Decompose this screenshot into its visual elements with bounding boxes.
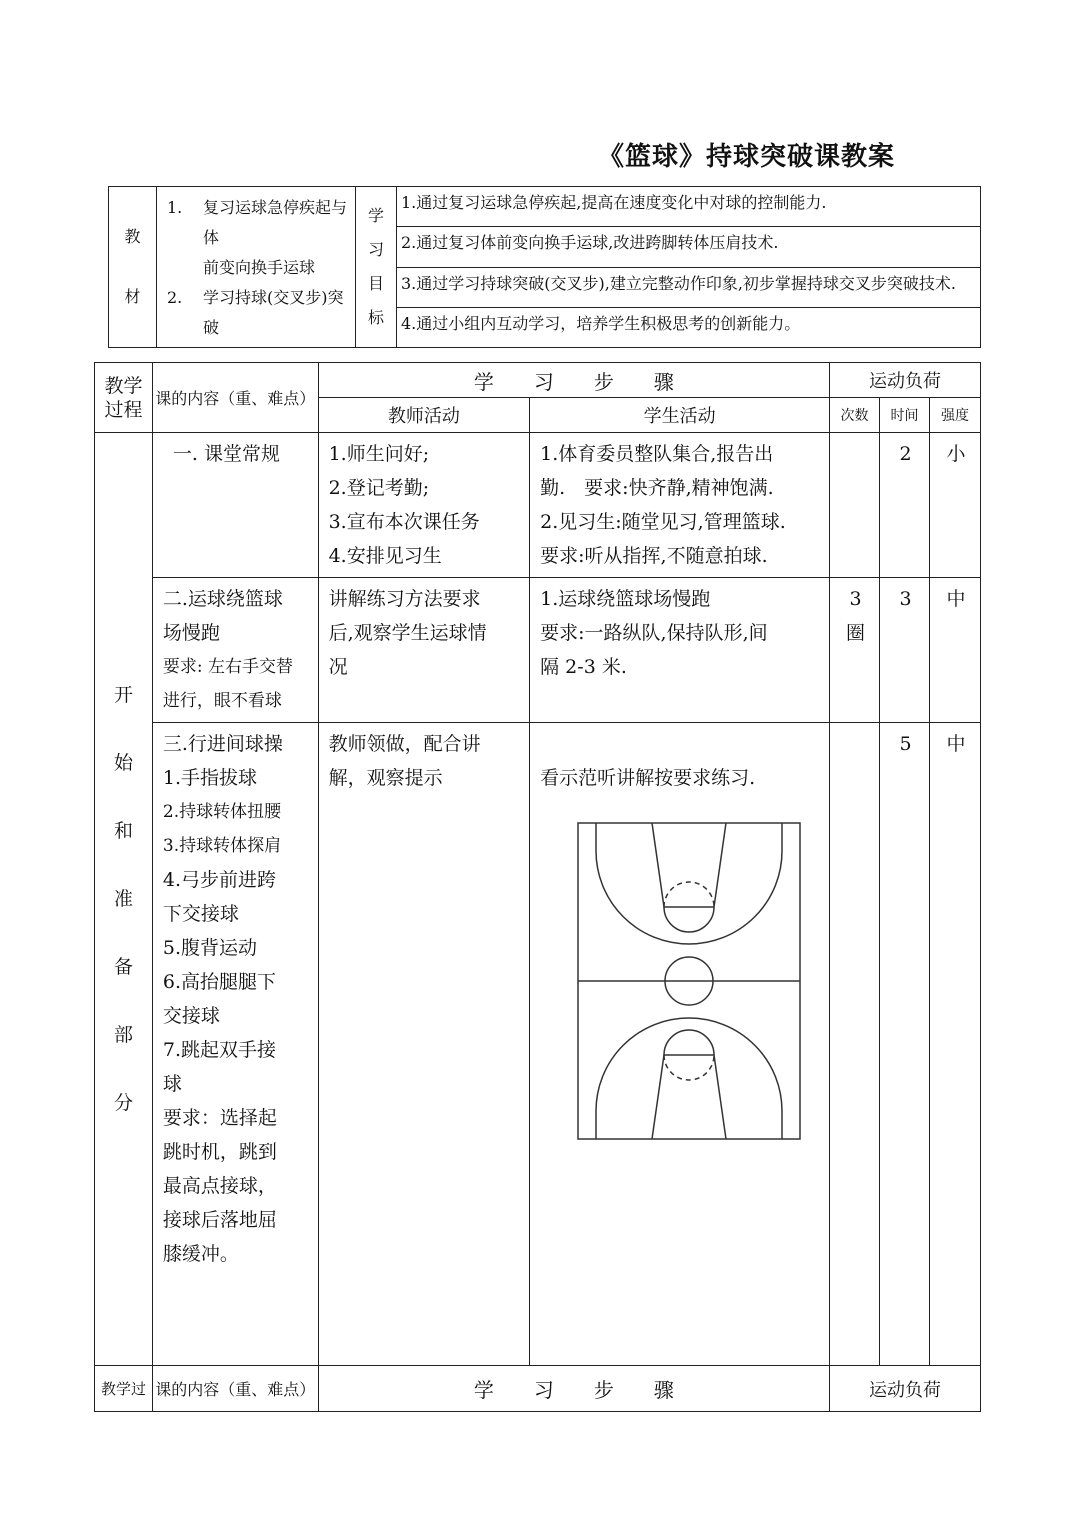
header-count: 次数 xyxy=(830,398,880,433)
three-point-arc-bottom xyxy=(596,1018,782,1139)
header-load: 运动负荷 xyxy=(830,363,981,398)
row2-time: 3 xyxy=(880,578,930,723)
ft-circle-top-upper xyxy=(664,882,714,907)
ft-circle-bottom-upper xyxy=(664,1030,714,1055)
header-process: 教学过程 xyxy=(95,363,153,433)
footer-process: 教学过 xyxy=(95,1366,153,1412)
row2-teacher: 讲解练习方法要求 后,观察学生运球情 况 xyxy=(318,578,530,723)
row1-student: 1.体育委员整队集合,报告出 勤. 要求:快齐静,精神饱满. 2.见习生:随堂见习,管理篮球. 要求:听从指挥,不随意拍球. xyxy=(530,433,830,578)
header-student: 学生活动 xyxy=(530,398,830,433)
row2-count: 3 圈 xyxy=(830,578,880,723)
row3-intensity: 中 xyxy=(929,723,980,1366)
header-content: 课的内容（重、难点） xyxy=(152,363,318,433)
row3-time: 5 xyxy=(880,723,930,1366)
row3-content: 三.行进间球操 1.手指拔球 2.持球转体扭腰 3.持球转体探肩 4.弓步前进跨 下交接球 5.腹背运动 6.高抬腿腿下 交接球 7.跳起双手接 球 要求：选择起 跳时机，跳到 最高点接球， 接球后落地屈 膝缓冲。 xyxy=(152,723,318,1366)
goal-label: 学 习 目 标 xyxy=(356,187,397,348)
row1-count xyxy=(830,433,880,578)
material-1-cont: 前变向换手运球 xyxy=(203,258,316,277)
header-intensity: 强度 xyxy=(929,398,980,433)
row2-intensity: 中 xyxy=(929,578,980,723)
material-label: 教 材 xyxy=(109,187,157,348)
footer-steps: 学 习 步 骤 xyxy=(318,1366,830,1412)
row1-content: 一. 课堂常规 xyxy=(152,433,318,578)
row3-count xyxy=(830,723,880,1366)
goal-2: 2.通过复习体前变向换手运球,改进跨脚转体压肩技术. xyxy=(397,227,981,267)
header-teacher: 教师活动 xyxy=(318,398,530,433)
row1-teacher: 1.师生问好; 2.登记考勤; 3.宣布本次课任务 4.安排见习生 xyxy=(318,433,530,578)
row1-intensity: 小 xyxy=(929,433,980,578)
goal-3: 3.通过学习持球突破(交叉步),建立完整动作印象,初步掌握持球交叉步突破技术. xyxy=(397,267,981,307)
key-bottom xyxy=(652,1055,726,1139)
ft-circle-bottom-lower xyxy=(664,1055,714,1080)
basketball-court-diagram xyxy=(576,821,802,1141)
row3-student: 看示范听讲解按要求练习. xyxy=(530,723,830,1366)
row3-teacher: 教师领做，配合讲 解，观察提示 xyxy=(318,723,530,1366)
row2-content: 二.运球绕篮球 场慢跑 要求: 左右手交替 进行，眼不看球 xyxy=(152,578,318,723)
material-2: 学习持球(交叉步)突破 xyxy=(203,288,344,337)
lesson-steps-table xyxy=(94,362,981,1412)
row2-student: 1.运球绕篮球场慢跑 要求:一路纵队,保持队形,间 隔 2-3 米. xyxy=(530,578,830,723)
row1-time: 2 xyxy=(880,433,930,578)
section-label: 开 始 和 准 备 部 分 xyxy=(95,433,153,1366)
goal-4: 4.通过小组内互动学习，培养学生积极思考的创新能力。 xyxy=(397,307,981,347)
course-info-table xyxy=(108,186,981,348)
header-steps: 学 习 步 骤 xyxy=(318,363,830,398)
ft-circle-top-lower xyxy=(664,907,714,932)
goal-1: 1.通过复习运球急停疾起,提高在速度变化中对球的控制能力. xyxy=(397,187,981,227)
page-title: 《篮球》持球突破课教案 xyxy=(598,142,896,172)
footer-content: 课的内容（重、难点） xyxy=(152,1366,318,1412)
footer-load: 运动负荷 xyxy=(830,1366,981,1412)
three-point-arc-top xyxy=(596,823,782,944)
key-top xyxy=(652,823,726,907)
material-1: 复习运球急停疾起与体 xyxy=(203,198,348,247)
materials-cell: 1. 复习运球急停疾起与体 前变向换手运球 2. 学习持球(交叉步)突破 xyxy=(157,187,356,348)
header-time: 时间 xyxy=(880,398,930,433)
